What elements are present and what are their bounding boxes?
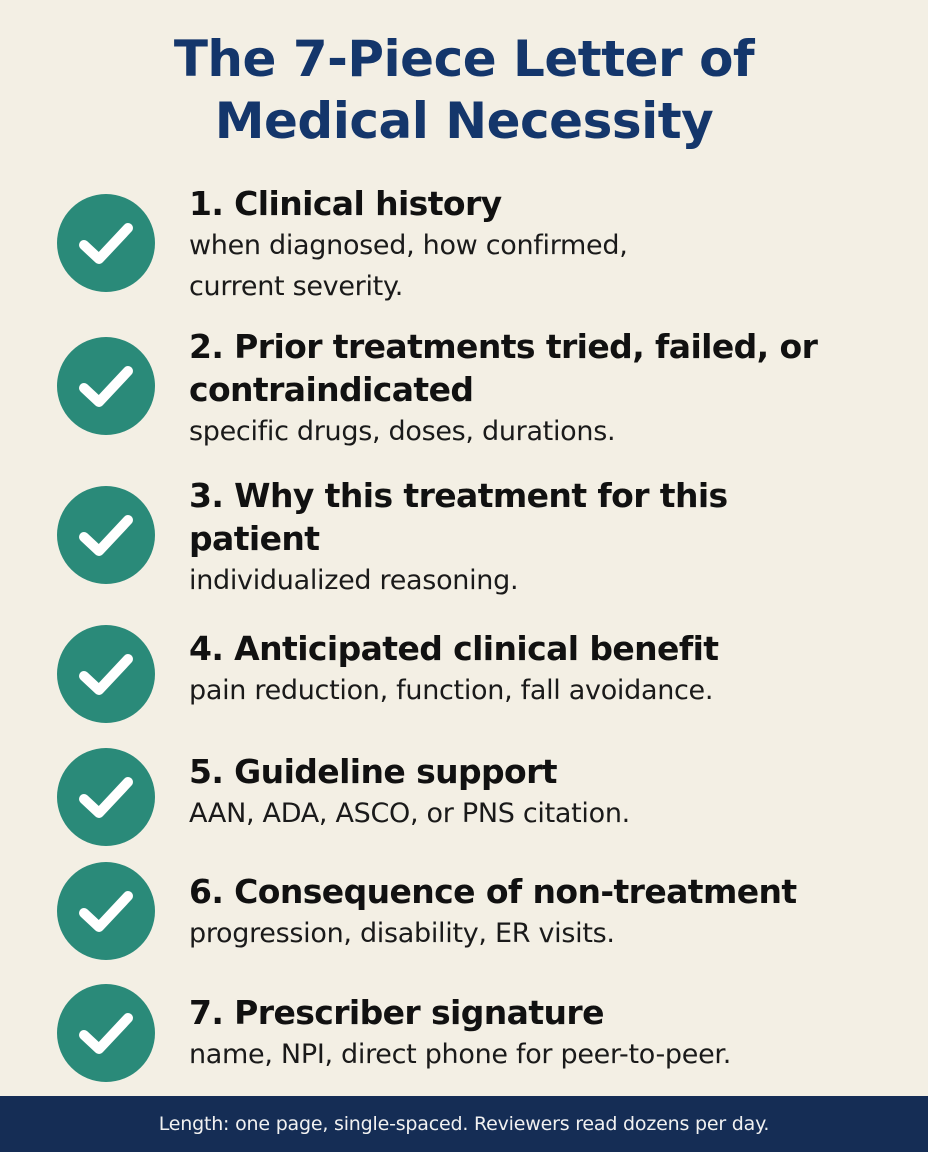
item-description-line: specific drugs, doses, durations. [189,416,616,447]
checkmark-icon [57,486,155,584]
item-heading-line: 2. Prior treatments tried, failed, or [189,327,818,366]
page-title [0,28,928,152]
item-heading-line: contraindicated [189,370,474,409]
item-description-line: individualized reasoning. [189,565,519,596]
footer-banner [0,1096,928,1152]
item-heading-line: 3. Why this treatment for this [189,476,728,515]
footer-text: Length: one page, single-spaced. Reviewers read dozens per day. [158,1113,770,1135]
item-heading-line: patient [189,519,320,558]
item-description-line: current severity. [189,271,404,302]
checkmark-icon [57,625,155,723]
page-title-line-1: The 7-Piece Letter of [173,30,755,88]
item-description-line: when diagnosed, how confirmed, [189,230,628,261]
checkmark-icon [57,862,155,960]
checkmark-icon [57,748,155,846]
item-heading-line: 6. Consequence of non-treatment [189,872,797,911]
checkmark-icon [57,194,155,292]
item-heading-line: 4. Anticipated clinical benefit [189,629,719,668]
item-description-line: progression, disability, ER visits. [189,918,615,949]
item-description-line: name, NPI, direct phone for peer-to-peer. [189,1039,731,1070]
checkmark-icon [57,984,155,1082]
item-description-line: AAN, ADA, ASCO, or PNS citation. [189,798,630,829]
item-description-line: pain reduction, function, fall avoidance. [189,675,714,706]
page-title-line-2: Medical Necessity [214,92,714,150]
checkmark-icon [57,337,155,435]
item-heading-line: 5. Guideline support [189,752,557,791]
item-heading-line: 7. Prescriber signature [189,993,604,1032]
item-heading-line: 1. Clinical history [189,184,502,223]
